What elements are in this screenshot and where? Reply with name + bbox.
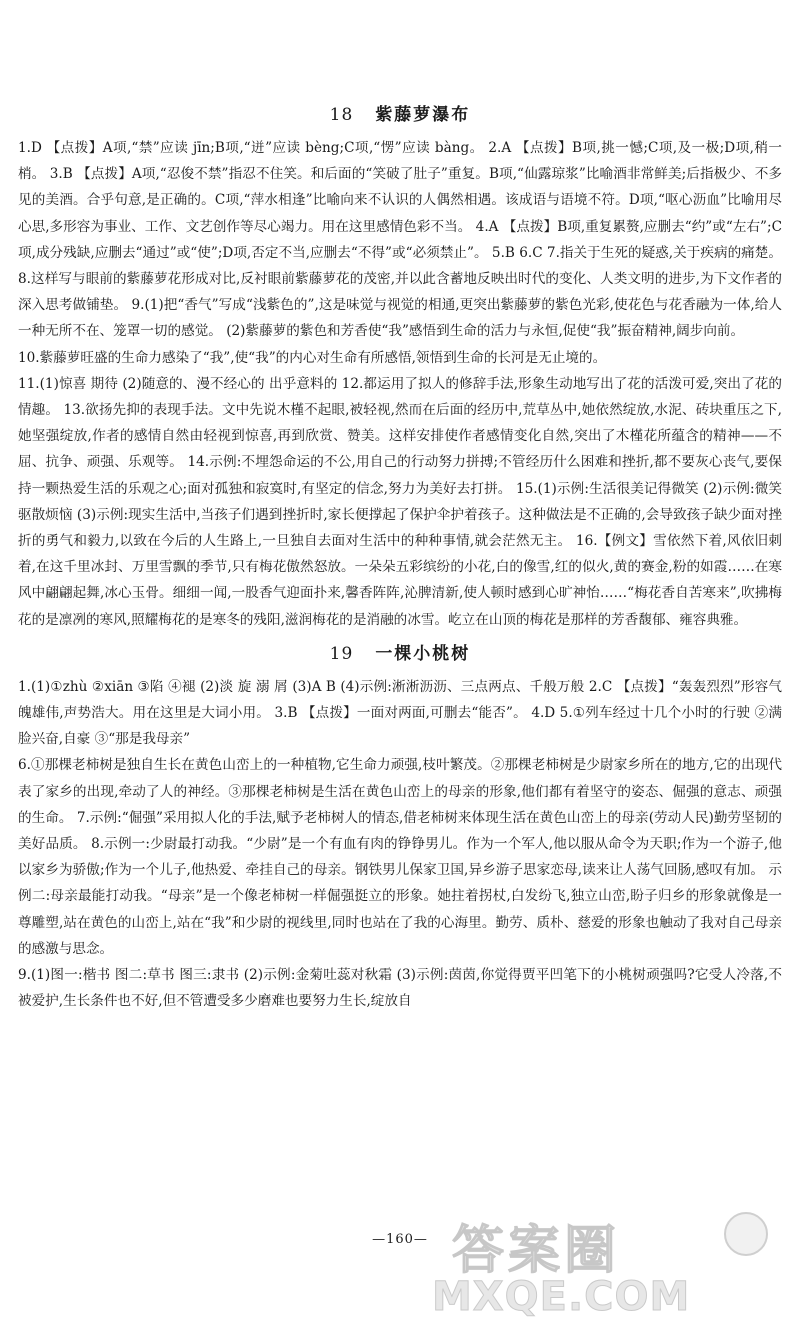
section-18-title: 紫藤萝瀑布	[375, 105, 471, 125]
watermark-url: MXQE.COM	[432, 1274, 691, 1320]
section-19-heading	[18, 639, 782, 664]
section-18-paragraph-1: 1.D 【点拨】A项,“禁”应读 jīn;B项,“迸”应读 bèng;C项,“愣”应读 bàng。 2.A 【点拨】B项,挑一憾;C项,及一极;D项,稍一梢。 3.B 【点拨】A项,“忍俊不禁”指忍不住笑。和后面的“笑破了肚子”重复。B项,“仙露琼浆”比喻酒非常鲜美;后指极少、不多见的美酒。合乎句意,是正确的。C项,“萍水相逢”比喻向来不认识的人偶然相遇。该成语与语境不符。D项,“呕心沥血”比喻用尽心思,多形容为事业、工作、文艺创作等尽心竭力。用在这里感情色彩不当。 4.A 【点拨】B项,重复累赘,应删去“约”或“左右”;C项,成分残缺,应删去“通过”或“使”;D项,否定不当,应删去“不得”或“必须禁止”。 5.B 6.C 7.指关于生死的疑惑,关于疾病的痛楚。 8.这样写与眼前的紫藤萝花形成对比,反衬眼前紫藤萝花的茂密,并以此含蓄地反映出时代的变化、人类文明的进步,为下文作者的深入思考做铺垫。 9.(1)把“香气”写成“浅紫色的”,这是味觉与视觉的相通,更突出紫藤萝的紫色光彩,使花色与花香融为一体,给人一种无所不在、笼罩一切的感觉。 (2)紫藤萝的紫色和芳香使“我”感悟到生命的活力与永恒,促使“我”振奋精神,阔步向前。	[18, 140, 782, 340]
watermark-text: 答案圈	[452, 1221, 621, 1281]
section-18-paragraph-3: 11.(1)惊喜 期待 (2)随意的、漫不经心的 出乎意料的 12.都运用了拟人的修辞手法,形象生动地写出了花的活泼可爱,突出了花的情趣。 13.欲扬先抑的表现手法。文中先说木槿不起眼,被轻视,然而在后面的经历中,荒草丛中,她依然绽放,水泥、砖块重压之下,她坚强绽放,作者的感情自然由轻视到惊喜,再到欣赏、赞美。这样安排使作者感情变化自然,突出了木槿花所蕴含的精神——不屈、抗争、顽强、乐观等。 14.示例:不埋怨命运的不公,用自己的行动努力拼搏;不管经历什么困难和挫折,都不要灰心丧气,要保持一颗热爱生活的乐观之心;面对孤独和寂寞时,有坚定的信念,努力为美好去打拼。 15.(1)示例:生活很美记得微笑 (2)示例:微笑驱散烦恼 (3)示例:现实生活中,当孩子们遇到挫折时,家长便撑起了保护伞护着孩子。这种做法是不正确的,会导致孩子缺少面对挫折的勇气和毅力,以致在今后的人生路上,一旦独自去面对生活中的种种事情,就会茫然无主。 16.【例文】雪依然下着,风依旧刺着,在这千里冰封、万里雪飘的季节,只有梅花傲然怒放。一朵朵五彩缤纷的小花,白的像雪,红的似火,黄的赛金,粉的如霞……在寒风中翩翩起舞,冰心玉骨。细细一闻,一股香气迎面扑来,馨香阵阵,沁脾清新,使人顿时感到心旷神怡……“梅花香自苦寒来”,吹拂梅花的是凛冽的寒风,照耀梅花的是寒冬的残阳,滋润梅花的是消融的冰雪。屹立在山顶的梅花是那样的芳香馥郁、雍容典雅。	[18, 375, 782, 628]
section-19-paragraph-3: 9.(1)图一:楷书 图二:草书 图三:隶书 (2)示例:金菊吐蕊对秋霜 (3)示例:茵茵,你觉得贾平凹笔下的小桃树顽强吗?它受人冷落,不被爱护,生长条件也不好,但不管遭受多少磨难也要努力生长,绽放自	[18, 967, 782, 1010]
section-19-title: 一棵小桃树	[375, 643, 471, 664]
section-19-paragraph-1: 1.(1)①zhù ②xiān ③陷 ④褪 (2)淡 旋 溺 屑 (3)A B (4)示例:淅淅沥沥、三点两点、千般万般 2.C 【点拨】“轰轰烈烈”形容气魄雄伟,声势浩大。用在这里是大词小用。 3.B 【点拨】一面对两面,可删去“能否”。 4.D 5.①列车经过十几个小时的行驶 ②满脸兴奋,自豪 ③“那是我母亲”	[18, 678, 782, 748]
section-18-paragraph-2: 10.紫藤萝旺盛的生命力感染了“我”,使“我”的内心对生命有所感悟,领悟到生命的长河是无止境的。	[18, 349, 607, 366]
watermark-logo	[392, 1208, 792, 1323]
section-19-paragraph-2: 6.①那棵老柿树是独自生长在黄色山峦上的一种植物,它生命力顽强,枝叶繁茂。②那棵老柿树是少尉家乡所在的地方,它的出现代表了家乡的出现,牵动了人的神经。③那棵老柿树是生活在黄色山峦上的母亲的形象,他们都有着坚守的姿态、倔强的意志、顽强的生命。 7.示例:“倔强”采用拟人化的手法,赋予老柿树人的情态,借老柿树来体现生活在黄色山峦上的母亲(劳动人民)勤劳坚韧的美好品质。 8.示例一:少尉最打动我。“少尉”是一个有血有肉的铮铮男儿。作为一个军人,他以服从命令为天职;作为一个游子,他以家乡为骄傲;作为一个儿子,他热爱、牵挂自己的母亲。钢铁男儿保家卫国,异乡游子思家恋母,读来让人荡气回肠,感叹有加。 示例二:母亲最能打动我。“母亲”是一个像老柿树一样倔强挺立的形象。她拄着拐杖,白发纷飞,独立山峦,盼子归乡的形象就像是一尊雕塑,站在黄色的山峦上,站在“我”和少尉的视线里,同时也站在了我的心海里。勤劳、质朴、慈爱的形象也触动了我对自己母亲的感激与思念。	[18, 757, 782, 957]
document-page	[18, 100, 782, 1015]
section-18-number: 18	[329, 105, 354, 125]
section-19-number: 19	[329, 643, 354, 664]
section-18-heading	[18, 100, 782, 125]
watermark-badge-icon	[724, 1212, 768, 1256]
page-number: —160—	[372, 1232, 428, 1247]
